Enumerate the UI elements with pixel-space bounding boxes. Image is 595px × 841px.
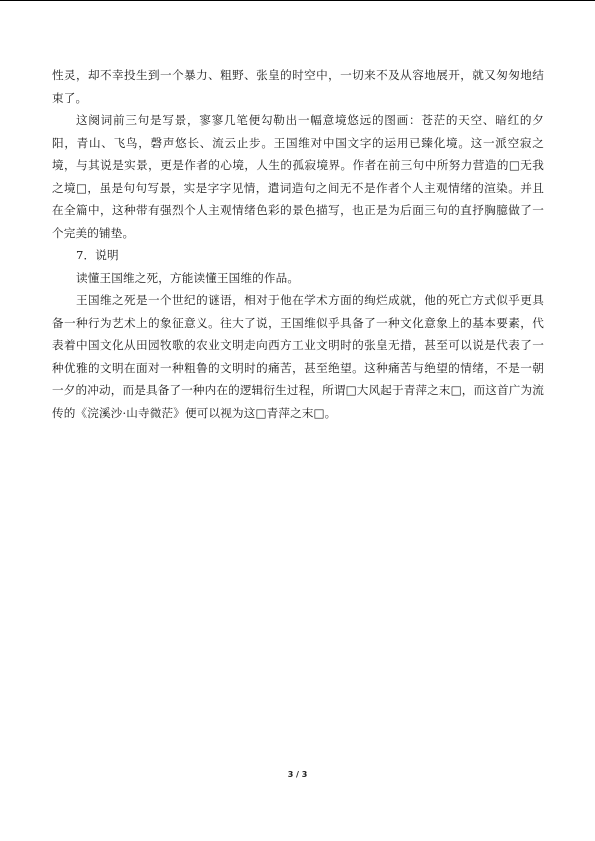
paragraph-intro: 读懂王国维之死，方能读懂王国维的作品。 xyxy=(76,270,300,285)
document-body xyxy=(52,64,544,424)
paragraph-explanation: 王国维之死是一个世纪的谜语，相对于他在学术方面的绚烂成就，他的死亡方式似乎更具备一种行为艺术上的象征意义。往大了说，王国维似乎具备了一种文化意象上的基本要素，代表着中国文化从田园牧歌的农业文明走向西方工业文明时的张皇无措，甚至可以说是代表了一种优雅的文明在面对一种粗鲁的文明时的痛苦，甚至绝望。这种痛苦与绝望的情绪，不是一朝一夕的冲动，而是具备了一种内在的逻辑衍生过程，所谓□大风起于青萍之末□，而这首广为流传的《浣溪沙·山寺微茫》便可以视为这□青萍之末□。 xyxy=(52,293,544,420)
header-rule xyxy=(0,0,595,1)
page-number: 3 / 3 xyxy=(287,770,308,779)
section-heading: 7．说明 xyxy=(76,248,119,262)
paragraph-analysis: 这阕词前三句是写景，寥寥几笔便勾勒出一幅意境悠远的图画：苍茫的天空、暗红的夕阳，青山、飞鸟，磬声悠长、流云止步。王国维对中国文字的运用已臻化境。这一派空寂之境，与其说是实景，更是作者的心境，人生的孤寂境界。作者在前三句中所努力营造的□无我之境□，虽是句句写景，实是字字见情，遣词造句之间无不是作者个人主观情绪的渲染。并且在全篇中，这种带有强烈个人主观情绪色彩的景色描写，也正是为后面三句的直抒胸臆做了一个完美的铺垫。 xyxy=(52,113,544,240)
paragraph-continuation: 性灵，却不幸投生到一个暴力、粗野、张皇的时空中，一切来不及从容地展开，就又匆匆地结束了。 xyxy=(52,68,544,105)
